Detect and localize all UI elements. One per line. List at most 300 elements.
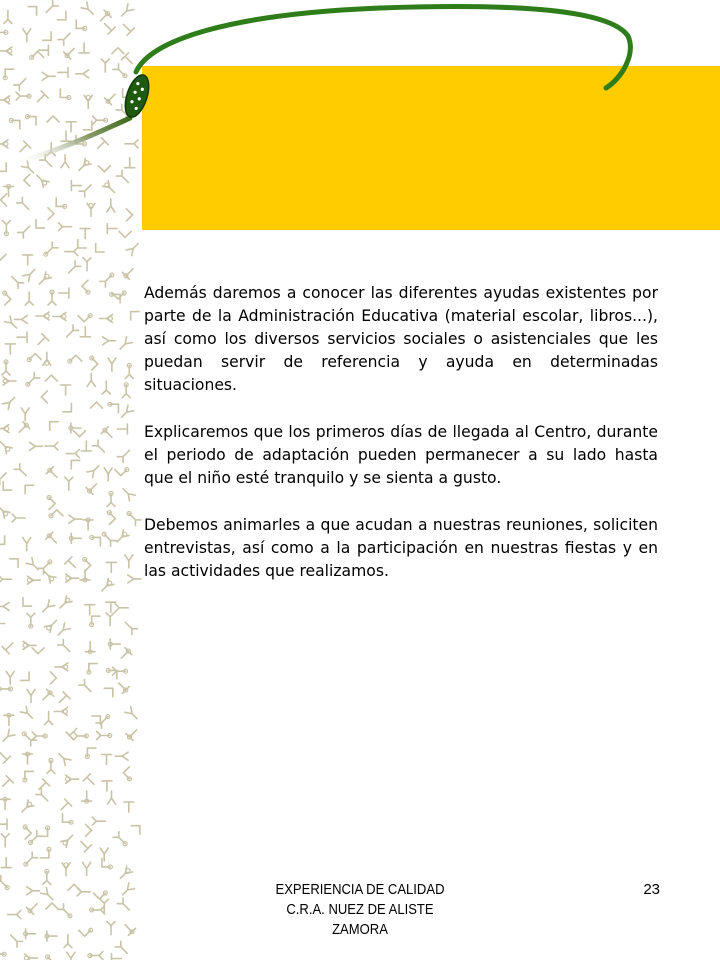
- pattern-glyph: [28, 2, 41, 15]
- pattern-glyph: [83, 557, 91, 571]
- pattern-glyph: [47, 496, 55, 510]
- pattern-glyph: [102, 781, 112, 791]
- pattern-glyph: [0, 602, 9, 610]
- pattern-glyph: [17, 332, 27, 342]
- pattern-glyph: [92, 817, 105, 825]
- pattern-glyph: [100, 315, 113, 323]
- pattern-glyph: [0, 470, 9, 485]
- pattern-glyph: [103, 181, 118, 196]
- pattern-glyph: [8, 911, 21, 919]
- pattern-glyph: [58, 799, 72, 813]
- pattern-glyph: [66, 450, 79, 458]
- pattern-glyph: [24, 174, 30, 186]
- pattern-glyph: [54, 708, 67, 716]
- pattern-glyph: [76, 70, 89, 78]
- pattern-glyph: [112, 48, 124, 54]
- pattern-glyph: [1, 858, 11, 868]
- pattern-glyph: [43, 953, 59, 960]
- pattern-glyph: [103, 91, 119, 107]
- pattern-glyph: [125, 707, 140, 722]
- pattern-glyph: [122, 383, 130, 398]
- pattern-glyph: [0, 797, 10, 809]
- pattern-glyph: [128, 575, 141, 583]
- pattern-glyph: [21, 672, 34, 685]
- pattern-glyph: [62, 45, 78, 61]
- pattern-glyph: [42, 72, 55, 80]
- pattern-glyph: [0, 65, 15, 81]
- pattern-glyph: [32, 648, 44, 654]
- pattern-glyph: [41, 391, 47, 403]
- footer-line-3: ZAMORA: [332, 922, 388, 938]
- pattern-glyph: [120, 21, 134, 35]
- pattern-glyph: [24, 929, 36, 939]
- pattern-glyph: [113, 64, 129, 80]
- pattern-glyph: [102, 755, 112, 765]
- pattern-glyph: [82, 744, 98, 760]
- pattern-glyph: [3, 395, 18, 410]
- pattern-glyph: [85, 480, 101, 496]
- pattern-glyph: [121, 265, 137, 281]
- pattern-glyph: [77, 838, 91, 852]
- main-content: [144, 282, 658, 607]
- pattern-glyph: [68, 355, 82, 363]
- pattern-glyph: [123, 767, 131, 781]
- pattern-glyph: [80, 327, 90, 337]
- pattern-glyph: [127, 209, 133, 221]
- pattern-glyph: [35, 779, 49, 793]
- pattern-glyph: [124, 802, 134, 812]
- pattern-glyph: [44, 531, 60, 547]
- footer-line-2: C.R.A. NUEZ DE ALISTE: [286, 902, 434, 918]
- pattern-glyph: [23, 752, 33, 764]
- pattern-glyph: [69, 533, 81, 543]
- pattern-glyph: [61, 155, 69, 168]
- pattern-glyph: [120, 883, 135, 898]
- pattern-glyph: [0, 536, 9, 549]
- footer-line-1: EXPERIENCIA DE CALIDAD: [275, 882, 445, 898]
- pattern-glyph: [9, 274, 24, 289]
- pattern-glyph: [126, 241, 141, 256]
- pattern-glyph: [45, 417, 58, 430]
- pattern-glyph: [23, 29, 31, 42]
- pattern-glyph: [87, 203, 95, 216]
- pattern-glyph: [62, 863, 70, 876]
- pattern-glyph: [26, 830, 42, 846]
- pattern-glyph: [34, 91, 48, 105]
- pattern-glyph: [61, 832, 76, 847]
- pattern-glyph: [66, 775, 79, 783]
- pattern-glyph: [3, 377, 16, 385]
- pattern-glyph: [0, 163, 10, 176]
- pattern-glyph: [0, 96, 10, 104]
- pattern-glyph: [36, 312, 49, 320]
- pattern-glyph: [55, 623, 70, 638]
- pattern-glyph: [84, 95, 92, 108]
- pattern-glyph: [98, 166, 110, 172]
- pattern-glyph: [106, 613, 114, 626]
- pattern-glyph: [107, 199, 115, 212]
- pattern-glyph: [27, 887, 40, 895]
- pattern-glyph: [107, 511, 115, 525]
- pattern-glyph: [23, 267, 38, 282]
- pattern-glyph: [27, 689, 35, 702]
- pattern-glyph: [117, 424, 127, 434]
- pattern-glyph: [115, 468, 129, 476]
- pattern-glyph: [79, 679, 94, 694]
- pattern-glyph: [24, 372, 40, 388]
- pattern-glyph: [42, 242, 58, 258]
- pattern-glyph: [119, 405, 134, 420]
- pattern-glyph: [81, 441, 91, 451]
- pattern-glyph: [53, 313, 66, 321]
- pattern-glyph: [73, 732, 88, 740]
- pattern-glyph: [97, 9, 113, 25]
- pattern-glyph: [98, 857, 114, 873]
- pattern-glyph: [85, 605, 95, 615]
- pattern-glyph: [80, 570, 90, 582]
- pattern-glyph: [117, 447, 132, 462]
- pattern-glyph: [131, 821, 142, 834]
- pattern-glyph: [125, 509, 141, 525]
- pattern-glyph: [36, 272, 51, 287]
- pattern-glyph: [96, 712, 112, 728]
- pattern-glyph: [90, 906, 105, 914]
- pattern-glyph: [4, 316, 19, 331]
- pattern-glyph: [87, 463, 102, 478]
- pattern-glyph: [14, 76, 29, 91]
- pattern-glyph: [45, 931, 57, 941]
- pattern-glyph: [17, 141, 31, 155]
- pattern-glyph: [25, 292, 33, 305]
- decorative-side-pattern: [0, 0, 142, 960]
- pattern-glyph: [45, 442, 58, 450]
- pattern-glyph: [117, 866, 132, 881]
- pattern-glyph: [23, 641, 36, 649]
- pattern-glyph: [107, 224, 117, 234]
- pattern-glyph: [43, 869, 51, 884]
- pattern-glyph: [58, 67, 68, 77]
- pattern-glyph: [12, 514, 25, 522]
- pattern-glyph: [26, 558, 41, 573]
- pattern-glyph: [19, 767, 35, 783]
- pattern-glyph: [115, 679, 131, 695]
- pattern-glyph: [119, 4, 134, 19]
- pattern-glyph: [0, 776, 13, 790]
- pattern-glyph: [0, 819, 7, 829]
- pattern-glyph: [106, 602, 116, 612]
- pattern-glyph: [87, 373, 95, 386]
- pattern-glyph: [30, 51, 44, 59]
- pattern-glyph: [48, 290, 56, 305]
- pattern-glyph: [45, 375, 57, 381]
- pattern-glyph: [16, 420, 32, 436]
- pattern-glyph: [125, 555, 133, 568]
- pattern-glyph: [118, 87, 134, 103]
- pattern-glyph: [107, 922, 115, 935]
- pattern-glyph: [125, 158, 135, 168]
- pattern-glyph: [72, 19, 88, 35]
- pattern-glyph: [3, 291, 11, 305]
- pattern-glyph: [126, 307, 139, 320]
- pattern-glyph: [77, 888, 90, 896]
- pattern-glyph: [65, 248, 78, 256]
- pattern-glyph: [2, 360, 10, 375]
- pattern-glyph: [119, 231, 131, 237]
- pattern-glyph: [69, 515, 82, 523]
- pattern-glyph: [1, 834, 9, 847]
- pattern-glyph: [30, 442, 43, 450]
- pattern-glyph: [0, 503, 10, 518]
- pattern-glyph: [63, 403, 76, 416]
- pattern-glyph: [91, 244, 104, 257]
- pattern-glyph: [38, 825, 54, 841]
- pattern-glyph: [8, 115, 24, 131]
- pattern-glyph: [83, 862, 91, 875]
- pattern-glyph: [48, 208, 54, 220]
- pattern-glyph: [123, 620, 138, 635]
- pattern-glyph: [0, 439, 12, 454]
- pattern-glyph: [0, 729, 15, 744]
- pattern-glyph: [34, 172, 49, 187]
- pattern-glyph: [14, 464, 29, 479]
- pattern-glyph: [108, 791, 116, 804]
- pattern-glyph: [120, 486, 135, 501]
- pattern-glyph: [104, 468, 112, 481]
- pattern-glyph: [36, 789, 51, 804]
- pattern-glyph: [90, 402, 102, 408]
- pattern-glyph: [0, 482, 12, 495]
- pattern-glyph: [83, 258, 91, 271]
- pattern-glyph: [64, 325, 79, 340]
- pattern-glyph: [0, 875, 11, 891]
- pattern-glyph: [0, 47, 12, 55]
- pattern-glyph: [19, 800, 34, 815]
- pattern-glyph: [17, 197, 32, 212]
- pattern-glyph: [23, 538, 31, 551]
- pattern-glyph: [106, 562, 116, 572]
- pattern-glyph: [41, 888, 56, 903]
- pattern-glyph: [45, 712, 53, 725]
- pattern-glyph: [22, 161, 37, 176]
- pattern-glyph: [0, 944, 7, 960]
- pattern-glyph: [4, 713, 14, 725]
- pattern-glyph: [90, 356, 98, 370]
- pattern-glyph: [43, 32, 56, 45]
- pattern-glyph: [83, 659, 99, 675]
- pattern-glyph: [10, 555, 23, 568]
- pattern-glyph: [55, 663, 68, 671]
- pattern-glyph: [117, 337, 132, 352]
- pattern-glyph: [65, 557, 79, 571]
- pattern-glyph: [103, 337, 116, 345]
- paragraph-3: Debemos animarles a que acudan a nuestras reuniones, soliciten entrevistas, así como a la participación en nuestras fiestas y en las actividades que realizamos.: [144, 516, 658, 580]
- pattern-glyph: [61, 131, 71, 141]
- pattern-glyph: [125, 140, 138, 148]
- pattern-glyph: [8, 932, 23, 947]
- pattern-glyph: [86, 612, 102, 628]
- pattern-glyph: [44, 617, 59, 632]
- pattern-glyph: [27, 613, 35, 628]
- pattern-glyph: [24, 954, 37, 960]
- pattern-glyph: [67, 456, 80, 469]
- pattern-glyph: [85, 642, 95, 654]
- pattern-glyph: [47, 759, 55, 774]
- pattern-glyph: [82, 280, 90, 294]
- pattern-glyph: [58, 812, 74, 828]
- pattern-glyph: [101, 59, 109, 72]
- pattern-glyph: [88, 952, 103, 960]
- pattern-glyph: [65, 477, 73, 490]
- pattern-glyph: [80, 229, 90, 239]
- pattern-glyph: [114, 530, 129, 545]
- pattern-glyph: [0, 140, 8, 148]
- pattern-glyph: [61, 385, 71, 395]
- pattern-glyph: [94, 138, 108, 152]
- pattern-glyph: [5, 344, 15, 354]
- pattern-glyph: [66, 261, 81, 276]
- pattern-glyph: [43, 0, 58, 15]
- pattern-glyph: [72, 134, 88, 150]
- pattern-glyph: [79, 43, 89, 53]
- pattern-glyph: [102, 381, 110, 394]
- pattern-glyph: [20, 706, 35, 721]
- pattern-glyph: [58, 30, 73, 45]
- pattern-glyph: [79, 928, 93, 936]
- pattern-glyph: [99, 579, 114, 594]
- pattern-glyph: [35, 334, 49, 348]
- pattern-glyph: [113, 832, 129, 848]
- pattern-glyph: [64, 935, 72, 948]
- pattern-glyph: [107, 491, 115, 506]
- pattern-glyph: [21, 481, 34, 494]
- pattern-glyph: [115, 941, 130, 956]
- pattern-glyph: [47, 116, 59, 122]
- pattern-glyph: [116, 104, 132, 120]
- pattern-glyph: [92, 440, 107, 455]
- pattern-glyph: [67, 952, 75, 960]
- page-number: 23: [643, 881, 660, 898]
- pattern-glyph: [52, 197, 68, 213]
- pattern-glyph: [0, 254, 6, 260]
- pattern-glyph: [83, 518, 93, 530]
- pattern-glyph: [19, 598, 32, 611]
- pattern-glyph: [23, 255, 33, 265]
- pattern-glyph: [0, 749, 11, 763]
- pattern-glyph: [93, 116, 108, 124]
- pattern-glyph: [115, 752, 128, 760]
- pattern-glyph: [121, 53, 135, 67]
- pattern-glyph: [58, 639, 73, 654]
- pattern-glyph: [56, 751, 71, 766]
- pattern-svg: [0, 0, 142, 960]
- pattern-glyph: [115, 604, 128, 612]
- pattern-glyph: [21, 408, 29, 421]
- pattern-glyph: [57, 596, 72, 611]
- pattern-glyph: [47, 143, 55, 156]
- pattern-glyph: [100, 271, 116, 287]
- footer-title: [243, 880, 477, 940]
- pattern-glyph: [121, 921, 137, 937]
- pattern-glyph: [0, 685, 13, 693]
- pattern-glyph: [18, 223, 33, 238]
- pattern-glyph: [49, 510, 63, 518]
- pattern-glyph: [16, 92, 31, 100]
- pattern-glyph: [40, 154, 55, 169]
- pattern-glyph: [50, 672, 56, 684]
- pattern-glyph: [40, 600, 55, 615]
- pattern-glyph: [25, 900, 41, 916]
- pattern-glyph: [71, 181, 81, 191]
- pattern-glyph: [6, 671, 14, 684]
- pattern-glyph: [107, 399, 123, 415]
- pattern-glyph: [82, 791, 92, 803]
- header-band: [142, 66, 720, 230]
- pattern-glyph: [25, 111, 41, 127]
- pattern-glyph: [39, 688, 55, 704]
- pattern-glyph: [81, 2, 96, 17]
- pattern-glyph: [38, 558, 54, 574]
- pattern-glyph: [74, 431, 86, 437]
- pattern-glyph: [0, 425, 9, 433]
- pattern-glyph: [32, 220, 45, 233]
- paragraph-1: Además daremos a conocer las diferentes ayudas existentes por parte de la Administración Educativa (material escolar, libros...), así como los diversos servicios sociales o asistenciales que les puedan servir de referencia y ayuda en determinadas situaciones.: [144, 284, 658, 394]
- pattern-glyph: [100, 530, 116, 546]
- pattern-glyph: [46, 903, 58, 909]
- pattern-glyph: [23, 825, 31, 839]
- pattern-glyph: [101, 20, 115, 34]
- pattern-glyph: [66, 122, 76, 132]
- pattern-glyph: [22, 852, 38, 868]
- pattern-glyph: [57, 11, 70, 24]
- pattern-glyph: [100, 425, 116, 441]
- pattern-glyph: [118, 646, 134, 662]
- pattern-glyph: [93, 891, 107, 899]
- pattern-glyph: [4, 11, 12, 24]
- pattern-glyph: [117, 898, 132, 913]
- pattern-glyph: [79, 182, 94, 197]
- pattern-glyph: [0, 575, 12, 583]
- pattern-glyph: [112, 954, 122, 960]
- pattern-glyph: [125, 363, 133, 378]
- pattern-glyph: [108, 358, 116, 371]
- pattern-glyph: [116, 170, 131, 185]
- pattern-glyph: [1, 194, 7, 206]
- pattern-glyph: [125, 726, 141, 742]
- pattern-glyph: [0, 620, 5, 628]
- pattern-glyph: [43, 352, 51, 365]
- pattern-glyph: [97, 732, 112, 740]
- pattern-glyph: [56, 692, 70, 706]
- pattern-glyph: [14, 315, 27, 323]
- pattern-glyph: [83, 774, 97, 788]
- pattern-glyph: [0, 28, 8, 36]
- pattern-glyph: [56, 88, 72, 104]
- pattern-glyph: [2, 639, 16, 653]
- pattern-glyph: [59, 223, 72, 231]
- pattern-glyph: [45, 465, 61, 481]
- pattern-glyph: [59, 288, 69, 298]
- pattern-glyph: [108, 639, 120, 649]
- pattern-glyph: [2, 221, 10, 236]
- pattern-glyph: [27, 354, 41, 362]
- pattern-glyph: [39, 847, 55, 863]
- pattern-glyph: [78, 314, 92, 322]
- pattern-glyph: [66, 574, 79, 582]
- pattern-glyph: [76, 158, 91, 173]
- paragraph-2: Explicaremos que los primeros días de llegada al Centro, durante el periodo de adaptación pueden permanecer a su lado hasta que el niño esté tranquilo y se sienta a gusto.: [144, 423, 658, 487]
- pattern-glyph: [58, 904, 74, 920]
- pattern-glyph: [32, 732, 47, 740]
